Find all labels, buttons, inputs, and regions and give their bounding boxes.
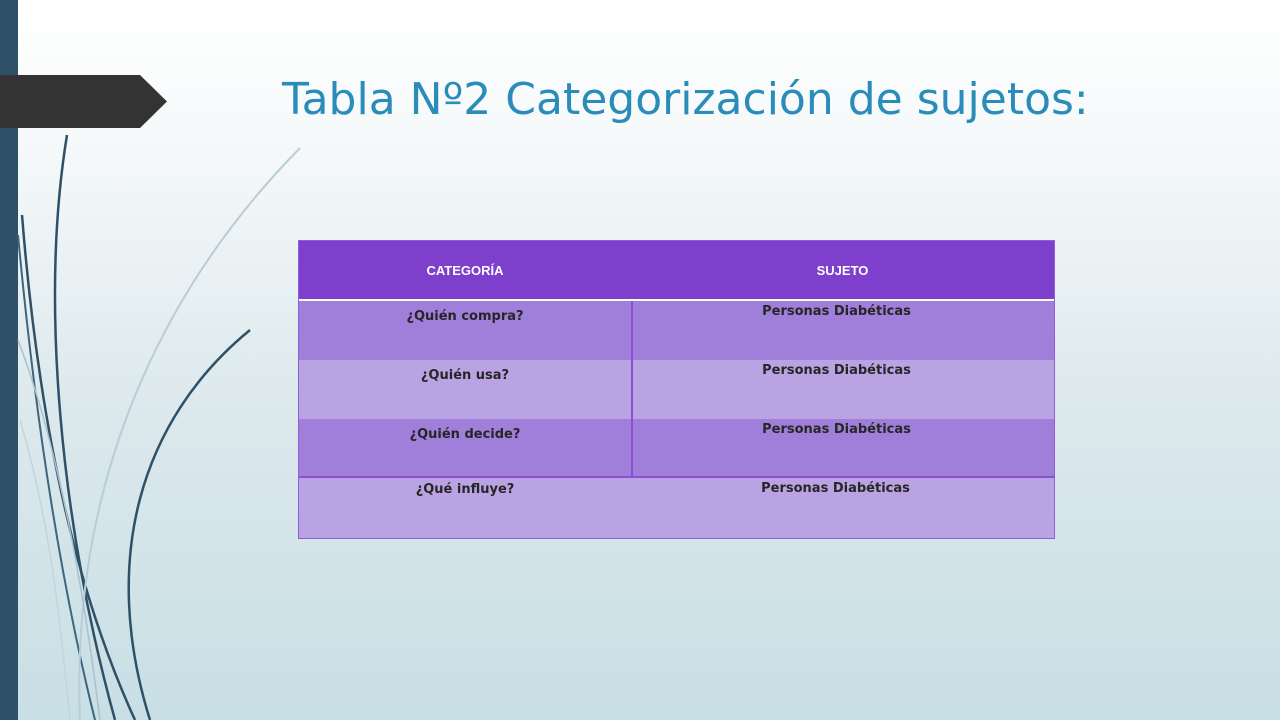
slide-title: Tabla Nº2 Categorización de sujetos: — [282, 74, 1089, 125]
table-cell-sujeto: Personas Diabéticas — [631, 360, 1054, 419]
table-cell-sujeto: Personas Diabéticas — [631, 301, 1054, 360]
categorization-table — [299, 241, 1054, 538]
table-header-categoria: CATEGORÍA — [299, 241, 631, 301]
table-cell-categoria: ¿Quién compra? — [299, 301, 631, 360]
table-cell-categoria: ¿Quién usa? — [299, 360, 631, 419]
table-header-sujeto: SUJETO — [631, 241, 1054, 301]
table-cell-categoria: ¿Qué influye? — [299, 478, 631, 538]
table-cell-sujeto: Personas Diabéticas — [631, 419, 1054, 478]
table-cell-sujeto: Personas Diabéticas — [631, 478, 1054, 538]
title-arrow-shape — [0, 75, 167, 128]
table-cell-categoria: ¿Quién decide? — [299, 419, 631, 478]
